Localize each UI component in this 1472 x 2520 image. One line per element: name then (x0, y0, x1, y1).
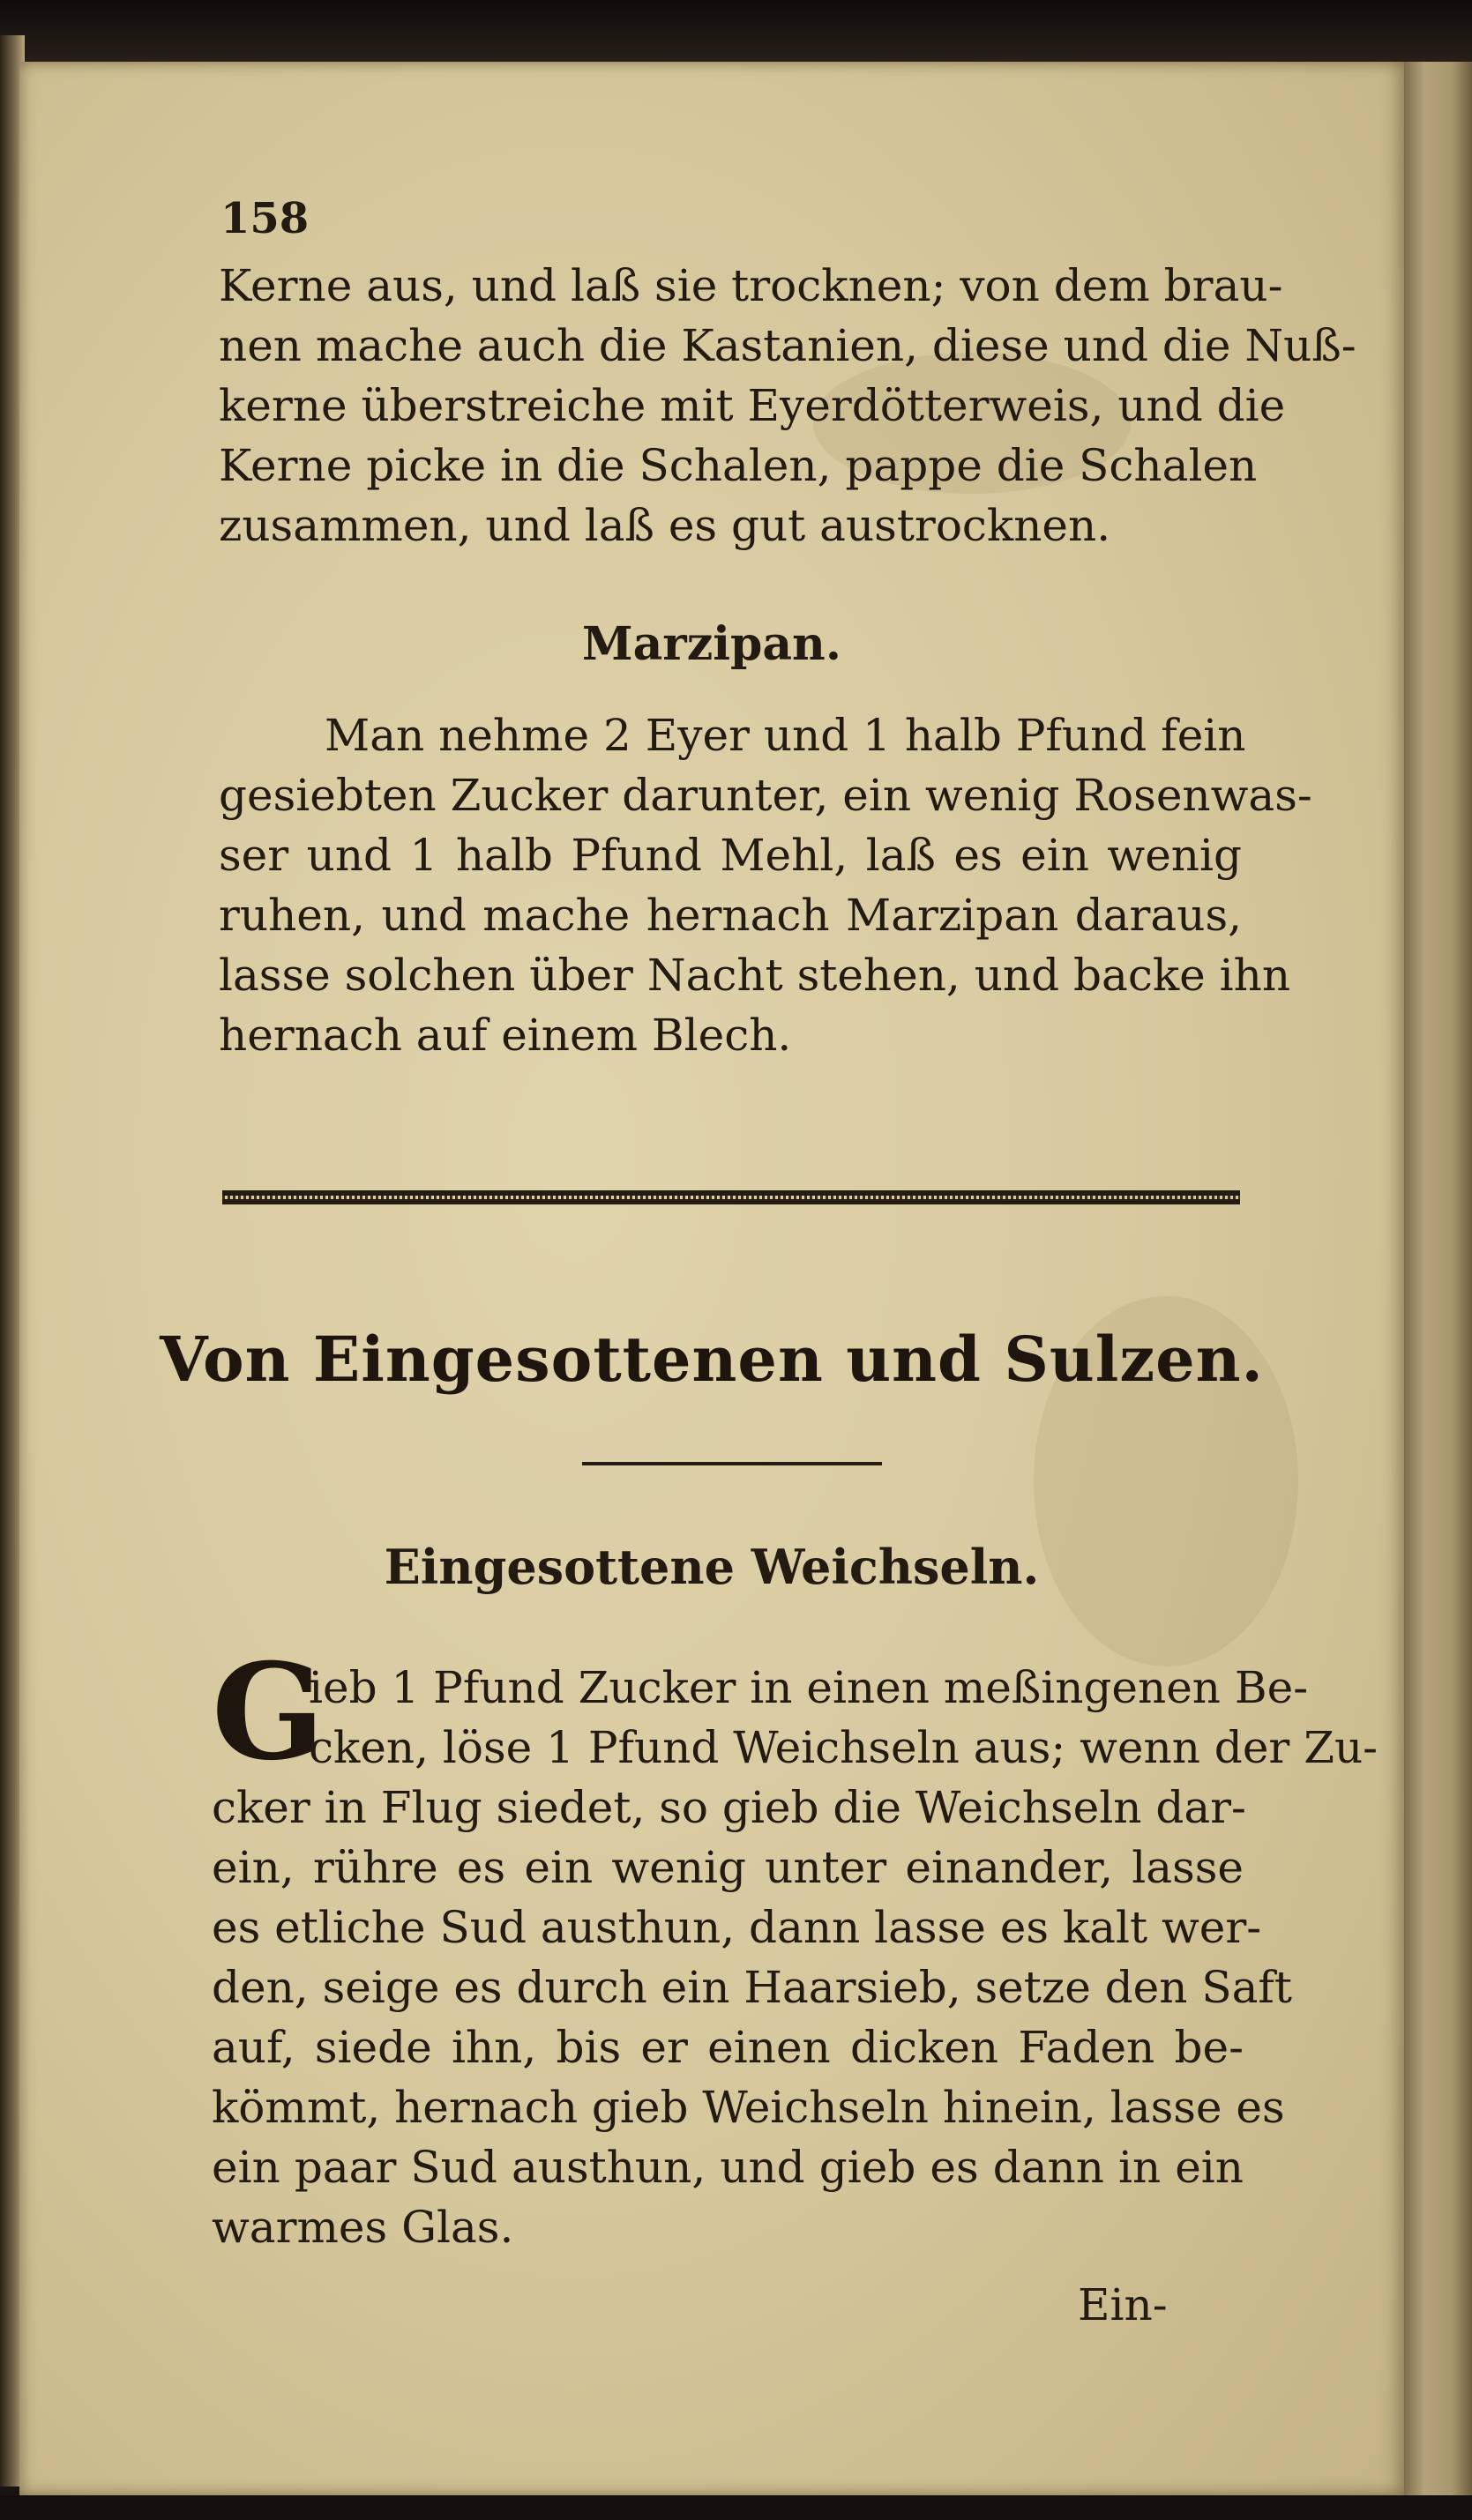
recipe-heading: Eingesottene Weichseln. (384, 1539, 1040, 1595)
text-line: warmes Glas. (212, 2202, 514, 2253)
title-underline-rule (582, 1462, 882, 1465)
text-line: ein, rühre es ein wenig unter einander, lasse (212, 1842, 1244, 1893)
catchword: Ein- (1078, 2279, 1168, 2330)
text-line: hernach auf einem Blech. (219, 1010, 792, 1061)
scan-bottom-edge (0, 2495, 1472, 2520)
recipe-heading: Marzipan. (582, 617, 841, 671)
text-line: zusammen, und laß es gut austrocknen. (219, 500, 1111, 551)
text-line: den, seige es durch ein Haarsieb, setze den Saft (212, 1962, 1293, 2013)
paragraph-marzipan (219, 705, 1312, 1065)
text-line: gesiebten Zucker darunter, ein wenig Rosenwas- (219, 770, 1312, 821)
paragraph-weichseln (212, 1658, 1379, 2257)
next-page-edge (1404, 62, 1472, 2495)
text-line: cken, löse 1 Pfund Weichseln aus; wenn der Zu- (309, 1722, 1379, 1773)
paragraph-continued (219, 256, 1356, 555)
text-line: kömmt, hernach gieb Weichseln hinein, lasse es (212, 2082, 1285, 2133)
text-line: es etliche Sud austhun, dann lasse es kalt wer- (212, 1902, 1262, 1953)
text-line: Kerne aus, und laß sie trocknen; von dem brau- (219, 260, 1283, 311)
text-line: nen mache auch die Kastanien, diese und die Nuß- (219, 320, 1356, 371)
page-number: 158 (220, 194, 310, 243)
text-line: ser und 1 halb Pfund Mehl, laß es ein wenig (219, 830, 1242, 881)
text-line: kerne überstreiche mit Eyerdötterweis, und die (219, 380, 1286, 431)
text-line: cker in Flug siedet, so gieb die Weichseln dar- (212, 1782, 1246, 1833)
text-line: Man nehme 2 Eyer und 1 halb Pfund fein (325, 710, 1246, 761)
text-line: ruhen, und mache hernach Marzipan daraus, (219, 890, 1242, 941)
text-line: ieb 1 Pfund Zucker in einen meßingenen Be- (309, 1662, 1309, 1713)
text-line: lasse solchen über Nacht stehen, und backe ihn (219, 950, 1291, 1001)
section-divider-rule (222, 1190, 1240, 1204)
drop-cap: G (212, 1635, 325, 1790)
scan-top-edge (0, 0, 1472, 71)
text-line: auf, siede ihn, bis er einen dicken Faden be- (212, 2022, 1244, 2073)
text-line: ein paar Sud austhun, und gieb es dann in ein (212, 2142, 1244, 2193)
text-line: Kerne picke in die Schalen, pappe die Schalen (219, 440, 1258, 491)
chapter-title: Von Eingesottenen und Sulzen. (160, 1323, 1264, 1396)
